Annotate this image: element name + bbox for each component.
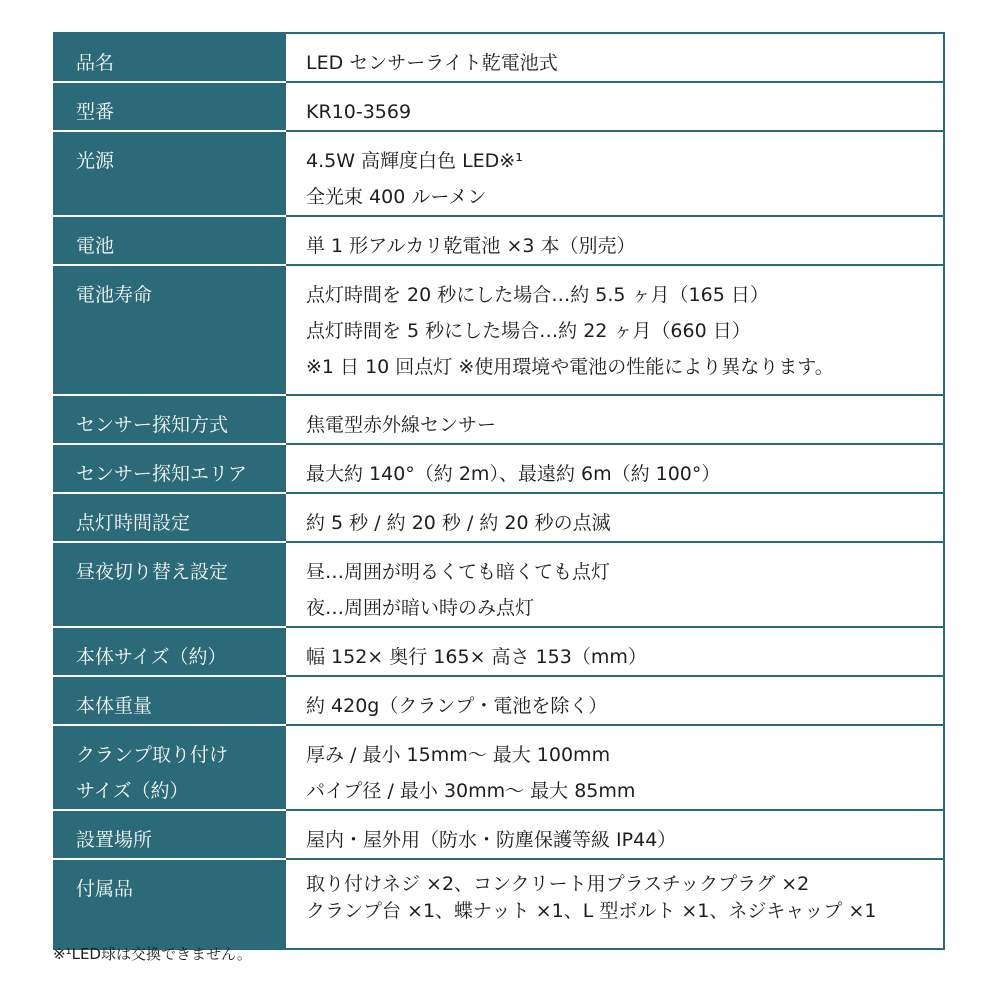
spec-label-text: 型番 <box>76 101 115 123</box>
spec-label <box>54 810 285 859</box>
spec-value <box>285 859 944 949</box>
spec-value-text: 点灯時間を 5 秒にした場合…約 22 ヶ月（660 日） <box>306 320 751 342</box>
spec-row <box>54 131 944 216</box>
spec-label <box>54 627 285 676</box>
spec-value <box>285 444 944 493</box>
spec-value-text: 焦電型赤外線センサー <box>306 414 497 436</box>
spec-table <box>53 32 945 950</box>
spec-label <box>54 493 285 542</box>
spec-value <box>285 216 944 265</box>
spec-value-text: 4.5W 高輝度白色 LED※¹ <box>306 150 523 172</box>
spec-row <box>54 676 944 725</box>
spec-label-text: 本体サイズ（約） <box>76 646 227 668</box>
spec-value-text: 幅 152× 奥行 165× 高さ 153（mm） <box>306 646 647 668</box>
spec-label-text: 昼夜切り替え設定 <box>76 561 229 583</box>
spec-label-text: 設置場所 <box>76 829 153 851</box>
spec-label <box>54 542 285 627</box>
spec-label <box>54 859 285 949</box>
spec-value <box>285 810 944 859</box>
spec-row <box>54 859 944 949</box>
spec-row <box>54 627 944 676</box>
spec-value-text: 夜…周囲が暗い時のみ点灯 <box>306 597 535 619</box>
spec-row <box>54 395 944 444</box>
spec-label <box>54 265 285 395</box>
footnote: ※¹LED球は交換できません。 <box>53 945 252 963</box>
spec-row <box>54 265 944 395</box>
spec-label-text: 本体重量 <box>76 695 153 717</box>
spec-label <box>54 725 285 810</box>
spec-label <box>54 33 285 82</box>
spec-row <box>54 493 944 542</box>
spec-label <box>54 216 285 265</box>
spec-value-text: 約 5 秒 / 約 20 秒 / 約 20 秒の点滅 <box>306 512 611 534</box>
spec-value-text: ※1 日 10 回点灯 ※使用環境や電池の性能により異なります。 <box>306 356 834 378</box>
spec-label <box>54 395 285 444</box>
spec-row <box>54 82 944 131</box>
spec-value <box>285 627 944 676</box>
spec-value <box>285 395 944 444</box>
spec-label-text: 光源 <box>76 150 115 172</box>
spec-value <box>285 676 944 725</box>
spec-value-text: 厚み / 最小 15mm～ 最大 100mm <box>306 744 611 766</box>
spec-value-text: パイプ径 / 最小 30mm～ 最大 85mm <box>306 780 636 802</box>
spec-row <box>54 542 944 627</box>
spec-value <box>285 265 944 395</box>
spec-row <box>54 33 944 82</box>
spec-label-text: センサー探知エリア <box>76 463 248 485</box>
spec-value <box>285 131 944 216</box>
spec-value-text: クランプ台 ×1、蝶ナット ×1、L 型ボルト ×1、ネジキャップ ×1 <box>306 900 877 922</box>
spec-label-text: サイズ（約） <box>76 780 189 802</box>
spec-label-text: 電池寿命 <box>76 284 153 306</box>
spec-label-text: 点灯時間設定 <box>76 512 191 534</box>
spec-label-text: クランプ取り付け <box>76 744 229 766</box>
spec-value-text: 点灯時間を 20 秒にした場合…約 5.5 ヶ月（165 日） <box>306 284 769 306</box>
spec-value-text: KR10-3569 <box>306 101 412 123</box>
spec-value-text: 取り付けネジ ×2、コンクリート用プラスチックプラグ ×2 <box>306 873 810 895</box>
spec-value-text: 全光束 400 ルーメン <box>306 186 487 208</box>
spec-value-text: LED センサーライト乾電池式 <box>306 52 558 74</box>
spec-label-text: 品名 <box>76 52 115 74</box>
spec-value-text: 最大約 140°（約 2m）、最遠約 6m（約 100°） <box>306 463 721 485</box>
spec-value-text: 屋内・屋外用（防水・防塵保護等級 IP44） <box>306 829 677 851</box>
spec-label <box>54 676 285 725</box>
spec-value <box>285 33 944 82</box>
spec-label <box>54 131 285 216</box>
spec-label-text: 付属品 <box>76 878 134 900</box>
spec-row <box>54 444 944 493</box>
spec-row <box>54 810 944 859</box>
spec-label <box>54 82 285 131</box>
spec-value <box>285 725 944 810</box>
spec-table-body <box>54 33 944 949</box>
spec-value <box>285 82 944 131</box>
spec-label-text: センサー探知方式 <box>76 414 229 436</box>
spec-value <box>285 493 944 542</box>
spec-label-text: 電池 <box>76 235 115 257</box>
spec-row <box>54 216 944 265</box>
spec-value-text: 昼…周囲が明るくても暗くても点灯 <box>306 561 611 583</box>
spec-value-text: 単 1 形アルカリ乾電池 ×3 本（別売） <box>306 235 636 257</box>
spec-label <box>54 444 285 493</box>
spec-value <box>285 542 944 627</box>
spec-value-text: 約 420g（クランプ・電池を除く） <box>306 695 608 717</box>
spec-row <box>54 725 944 810</box>
